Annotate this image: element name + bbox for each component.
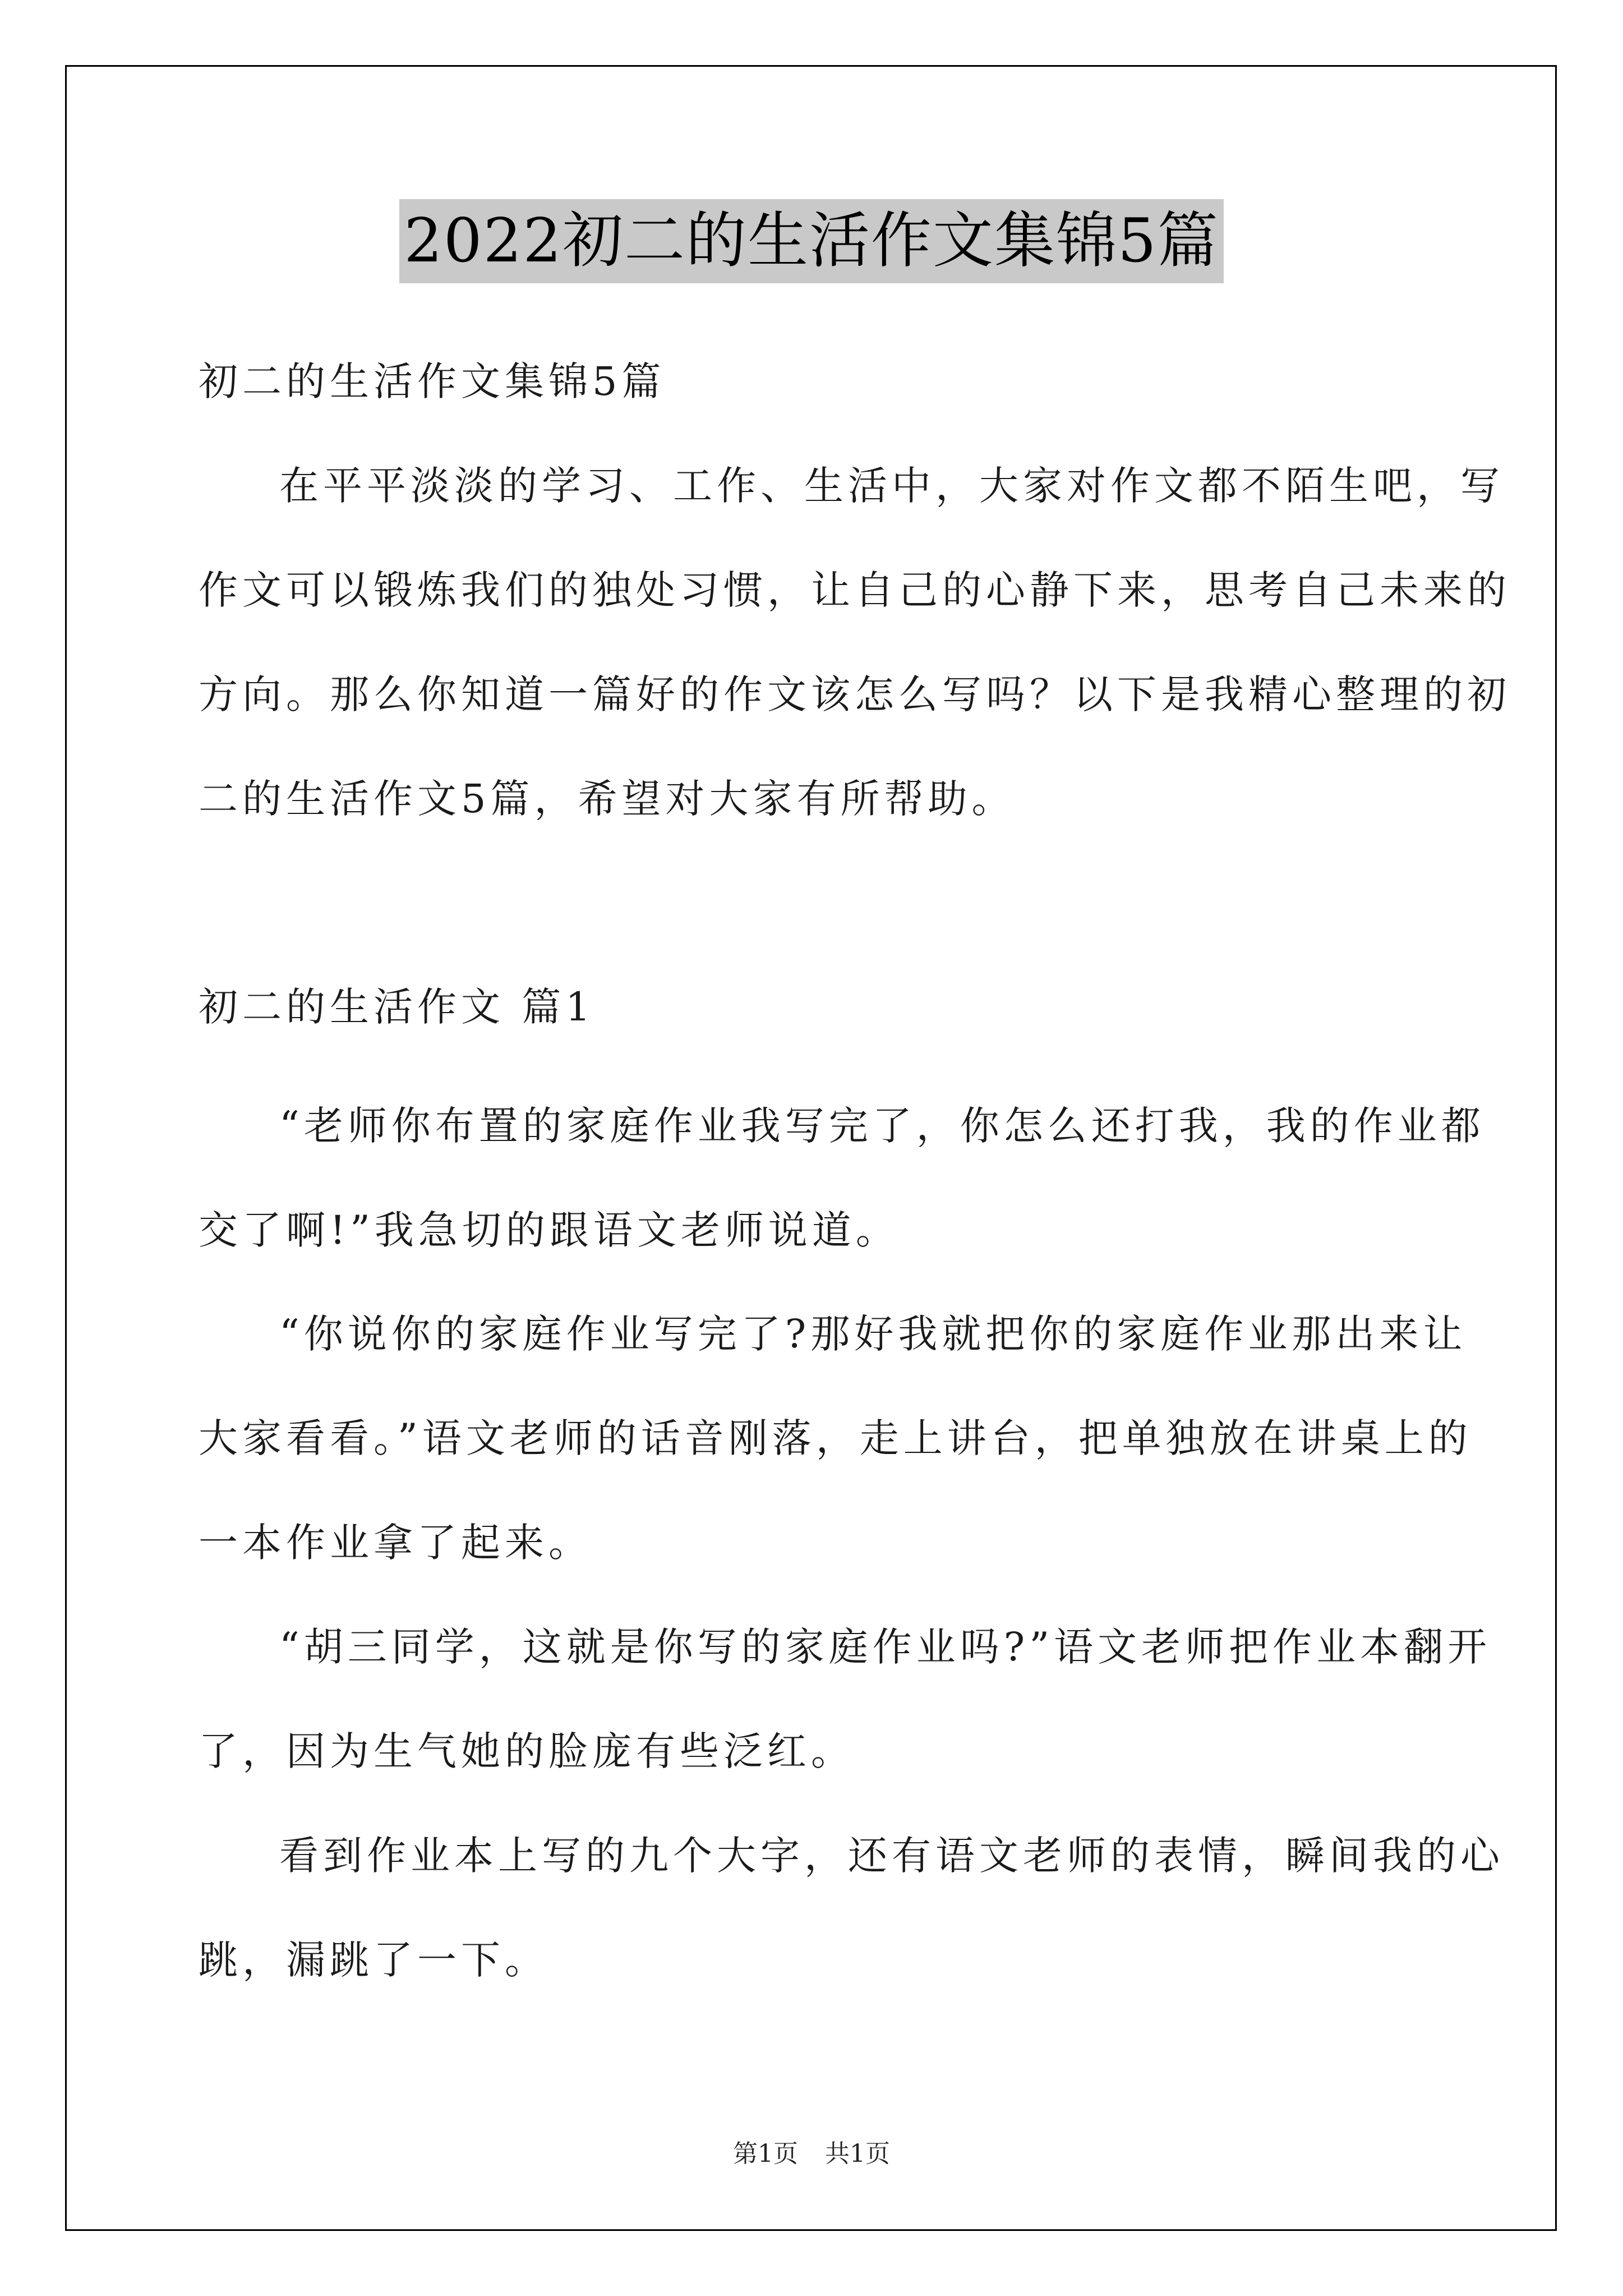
title-container — [0, 199, 1623, 283]
body-line: 跳，漏跳了一下。 — [199, 1937, 548, 1983]
intro-line: 方向。那么你知道一篇好的作文该怎么写吗？以下是我精心整理的初 — [199, 671, 1511, 717]
intro-line: 在平平淡淡的学习、工作、生活中，大家对作文都不陌生吧，写 — [279, 463, 1504, 509]
body-line: “老师你布置的家庭作业我写完了，你怎么还打我，我的作业都 — [279, 1103, 1485, 1149]
subtitle: 初二的生活作文集锦5篇 — [199, 358, 666, 404]
page-number-current: 第1页 — [733, 2139, 798, 2168]
body-line: 一本作业拿了起来。 — [199, 1520, 592, 1566]
body-line: 交了啊!”我急切的跟语文老师说道。 — [199, 1207, 900, 1253]
intro-line: 二的生活作文5篇，希望对大家有所帮助。 — [199, 776, 1016, 822]
body-line: 大家看看。”语文老师的话音刚落，走上讲台，把单独放在讲桌上的 — [199, 1415, 1472, 1461]
body-line: 看到作业本上写的九个大字，还有语文老师的表情，瞬间我的心 — [279, 1833, 1504, 1879]
page-number-total: 共1页 — [825, 2139, 890, 2168]
section-heading: 初二的生活作文 篇1 — [199, 984, 595, 1030]
body-line: “你说你的家庭作业写完了?那好我就把你的家庭作业那出来让 — [279, 1311, 1467, 1357]
body-line: “胡三同学，这就是你写的家庭作业吗?”语文老师把作业本翻开 — [279, 1624, 1492, 1670]
page-title: 2022初二的生活作文集锦5篇 — [399, 199, 1224, 283]
body-line: 了，因为生气她的脸庞有些泛红。 — [199, 1728, 855, 1774]
page-footer — [0, 2137, 1623, 2171]
intro-line: 作文可以锻炼我们的独处习惯，让自己的心静下来，思考自己未来的 — [199, 567, 1511, 613]
